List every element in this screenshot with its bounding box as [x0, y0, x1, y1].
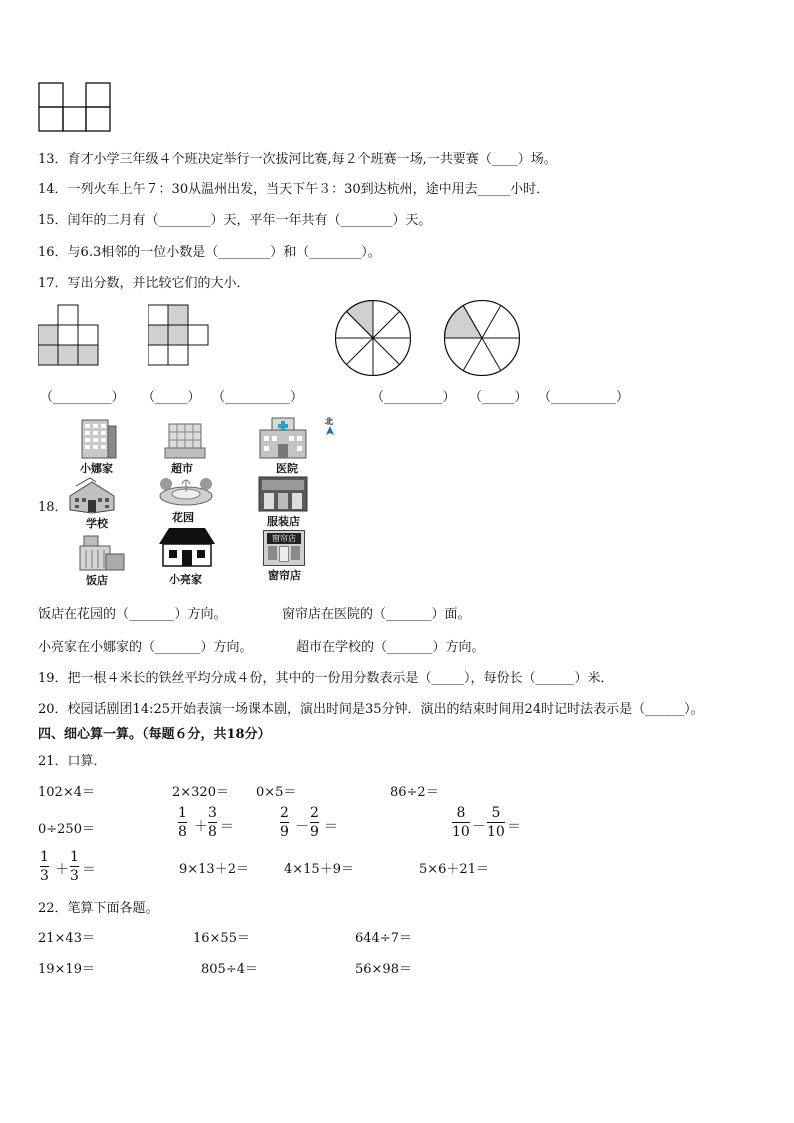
numerator: 8 [456, 805, 466, 821]
circle-eighths [335, 300, 411, 376]
q18-sub2a: 小亮家在小娜家的（_______）方向。 [38, 640, 253, 655]
fraction-4a [40, 849, 49, 884]
fraction-4b [70, 849, 79, 884]
north-arrow-icon [326, 426, 334, 435]
fraction-1b [208, 805, 217, 840]
grid-shape-1 [38, 304, 100, 366]
fraction-2b [310, 805, 319, 840]
denominator: 3 [40, 868, 49, 884]
q21-item-7: 4×15＋9＝ [284, 862, 354, 877]
place-label-xuexiao: 学校 [86, 517, 108, 530]
grid-shape-2 [148, 304, 210, 366]
q22-item-4: 19×19＝ [38, 962, 95, 977]
q22-item-6: 56×98＝ [355, 962, 412, 977]
place-label-fandian: 饭店 [86, 574, 108, 587]
place-label-xiaonajia: 小娜家 [80, 462, 113, 475]
q13-text: 13．育才小学三年级４个班决定举行一次拔河比赛,每２个班赛一场,一共要赛（____）场。 [38, 152, 557, 167]
building-icon-yiyuan [258, 416, 308, 460]
q17-blank-1[interactable]: （_________） [40, 390, 125, 405]
q17-text: 17．写出分数，并比较它们的大小． [38, 276, 250, 291]
q22-item-3: 644÷7＝ [355, 931, 412, 946]
q21-item-6: 9×13＋2＝ [179, 862, 249, 877]
q14-text: 14．一列火车上午７：30从温州出发，当天下午３：30到达杭州，途中用去_____小时． [38, 182, 550, 197]
q22-item-5: 805÷4＝ [201, 962, 258, 977]
house-icon-xiaoliangjia [157, 526, 217, 568]
place-label-huayuan: 花园 [172, 511, 194, 524]
q20-text: 20．校园话剧团14:25开始表演一场课本剧，演出时间是35分钟．演出的结束时间用24时记时法表示是（______）。 [38, 702, 704, 717]
fraction-1a [178, 805, 187, 840]
denominator: 8 [208, 824, 217, 840]
denominator: 9 [280, 824, 289, 840]
q21-item-1: 102×4＝ [38, 785, 95, 800]
q21-item-8: 5×6＋21＝ [419, 862, 489, 877]
building-icon-fandian [76, 534, 126, 572]
equals-sign: ＝ [82, 862, 96, 878]
q15-text: 15．闰年的二月有（________）天，平年一年共有（________）天。 [38, 213, 432, 228]
place-label-chuangliandian: 窗帘店 [268, 569, 301, 582]
q22-text: 22．笔算下面各题。 [38, 901, 159, 916]
denominator: 3 [70, 868, 79, 884]
q17-blank-4[interactable]: （_________） [371, 390, 456, 405]
minus-sign: － [472, 819, 486, 835]
numerator: 3 [208, 805, 217, 821]
q17-blank-6[interactable]: （__________） [538, 390, 630, 405]
circle-sixths [444, 300, 520, 376]
building-icon-xiaonajia [78, 416, 118, 460]
place-label-chaoshi: 超市 [171, 462, 193, 475]
q19-text: 19．把一根４米长的铁丝平均分成４份，其中的一份用分数表示是（_____），每份长（______）米． [38, 671, 614, 686]
place-label-xiaoliangjia: 小亮家 [169, 573, 202, 586]
q17-blank-3[interactable]: （__________） [212, 390, 304, 405]
denominator: 9 [310, 824, 319, 840]
q18-number: 18． [38, 500, 68, 515]
q21-item-3: 0×5＝ [256, 785, 297, 800]
numerator: 5 [491, 805, 501, 821]
q21-item-2: 2×320＝ [172, 785, 229, 800]
place-label-fuzhuangdian: 服装店 [267, 515, 300, 528]
q21-item-5: 0÷250＝ [38, 822, 95, 837]
q17-blank-2[interactable]: （_____） [142, 390, 201, 405]
denominator: 10 [487, 824, 505, 840]
store-icon-chuangliandian [263, 530, 305, 566]
square-grid-figure [38, 82, 112, 132]
north-label: 北 [325, 416, 333, 426]
numerator: 2 [280, 805, 289, 821]
denominator: 8 [178, 824, 187, 840]
garden-icon-huayuan [158, 476, 214, 506]
fraction-3a [452, 805, 470, 840]
numerator: 2 [310, 805, 319, 821]
numerator: 1 [40, 849, 49, 865]
q18-sub1b: 窗帘店在医院的（_______）面。 [282, 607, 471, 622]
minus-sign: － [295, 819, 309, 835]
building-icon-chaoshi [163, 420, 207, 460]
store-sign: 窗帘店 [267, 533, 301, 544]
q18-sub2b: 超市在学校的（_______）方向。 [296, 640, 485, 655]
plus-sign: ＋ [55, 862, 69, 878]
section4-title: 四、细心算一算。（每题６分，共18分） [38, 727, 271, 742]
q16-text: 16．与6.3相邻的一位小数是（________）和（________）。 [38, 245, 381, 260]
building-icon-xuexiao [66, 476, 118, 514]
q17-blank-5[interactable]: （_____） [469, 390, 528, 405]
numerator: 1 [178, 805, 187, 821]
q18-sub1a: 饭店在花园的（_______）方向。 [38, 607, 227, 622]
store-icon-fuzhuangdian [258, 476, 308, 512]
equals-sign: ＝ [220, 819, 234, 835]
q22-item-1: 21×43＝ [38, 931, 95, 946]
equals-sign: ＝ [507, 819, 521, 835]
q21-item-4: 86÷2＝ [390, 785, 439, 800]
equals-sign: ＝ [324, 819, 338, 835]
denominator: 10 [452, 824, 470, 840]
fraction-2a [280, 805, 289, 840]
numerator: 1 [70, 849, 79, 865]
plus-sign: ＋ [194, 819, 208, 835]
q21-text: 21．口算． [38, 754, 107, 769]
place-label-yiyuan: 医院 [276, 462, 298, 475]
q22-item-2: 16×55＝ [193, 931, 250, 946]
fraction-3b [487, 805, 505, 840]
